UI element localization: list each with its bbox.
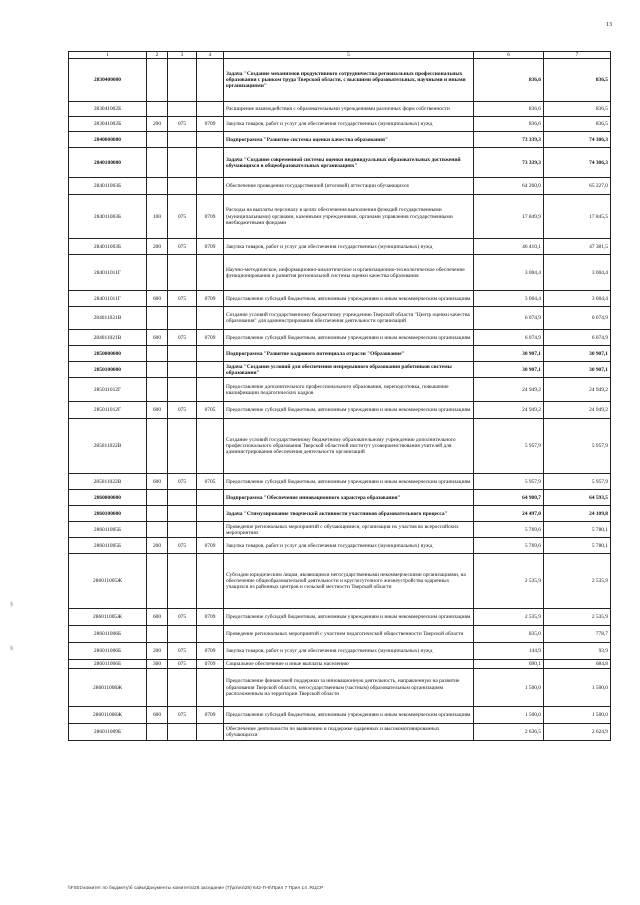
row-amount-col6: 2 636,5 [474, 724, 544, 741]
row-amount-col7: 17 845,5 [544, 195, 611, 239]
row-amount-col7: 1 500,0 [544, 707, 611, 724]
row-section: 0709 [197, 609, 224, 626]
row-amount-col7: 5 780,1 [544, 538, 611, 554]
row-code: 286011009Б [69, 724, 147, 741]
footer-file-path: \\FS01\комитет по бюджету\б сайы\Документы комитета\28 заседание (7)\рз\ез\28) 642-П-6\Прил 7 Прил 14 .RЦСР [68, 886, 324, 891]
row-amount-col6: 2 535,9 [474, 554, 544, 609]
header-cell: 6 [474, 52, 544, 59]
row-description: Задача "Создание условий для обеспечения непрерывного образования работников системы образования" [224, 362, 474, 378]
table-row [69, 522, 611, 538]
row-code: 286011005Б [69, 538, 147, 554]
row-vid: 600 [147, 609, 168, 626]
row-amount-col6: 64 260,0 [474, 178, 544, 195]
row-amount-col6: 3 004,4 [474, 291, 544, 307]
table-row [69, 255, 611, 291]
row-description: Субсидии юридическим лицам, являющимся негосударственными некоммерческими организациями, на обеспечение общеобразовательной деятельности и круглосуточного жизнеустройства одаренных учащихся из районных центров и сельской местности Тверской области [224, 554, 474, 609]
row-amount-col7: 24 949,2 [544, 402, 611, 419]
row-section: 0709 [197, 239, 224, 255]
row-section: 0709 [197, 117, 224, 132]
row-code: 2850000000 [69, 346, 147, 362]
row-amount-col6: 144,9 [474, 643, 544, 660]
row-ved [168, 362, 197, 378]
row-section: 0705 [197, 402, 224, 419]
row-vid [147, 506, 168, 522]
row-section [197, 378, 224, 402]
row-code: 284011003Б [69, 195, 147, 239]
table-row [69, 419, 611, 474]
row-code: 284011003Б [69, 178, 147, 195]
row-section: 0709 [197, 660, 224, 669]
row-section [197, 362, 224, 378]
row-description: Предоставление субсидий бюджетным, автономным учреждениям и иным некоммерческим организациям [224, 609, 474, 626]
row-vid: 300 [147, 660, 168, 669]
row-amount-col6: 30 907,1 [474, 346, 544, 362]
header-cell: 1 [69, 52, 147, 59]
row-amount-col7: 5 957,9 [544, 419, 611, 474]
row-amount-col6: 17 849,9 [474, 195, 544, 239]
row-amount-col7: 836,5 [544, 102, 611, 117]
row-section [197, 626, 224, 643]
row-ved [168, 490, 197, 506]
row-description: Предоставление субсидий бюджетным, автономным учреждениям и иным некоммерческим организациям [224, 291, 474, 307]
row-code: 283041002Б [69, 117, 147, 132]
row-section [197, 346, 224, 362]
row-ved: 075 [168, 538, 197, 554]
table-row [69, 346, 611, 362]
table-row [69, 538, 611, 554]
row-ved: 075 [168, 195, 197, 239]
row-amount-col6: 73 339,3 [474, 132, 544, 148]
row-vid: 200 [147, 643, 168, 660]
row-ved: 075 [168, 707, 197, 724]
row-description: Предоставление субсидий бюджетным, автономным учреждениям и иным некоммерческим организациям [224, 330, 474, 346]
row-section: 0709 [197, 330, 224, 346]
row-ved: 075 [168, 660, 197, 669]
row-code: 285011012Г [69, 402, 147, 419]
row-ved [168, 554, 197, 609]
row-amount-col7: 2 535,9 [544, 609, 611, 626]
row-vid [147, 102, 168, 117]
row-vid: 600 [147, 402, 168, 419]
row-code: 2860000000 [69, 490, 147, 506]
row-amount-col7: 93,9 [544, 643, 611, 660]
table-row [69, 609, 611, 626]
row-description: Научно-методическое, информационно-аналитическое и организационно-технологическое обеспечение функционирования и развития региональной системы оценки качества образования [224, 255, 474, 291]
row-description: Проведение региональных мероприятий с обучающимися, организация их участия во всероссийских мероприятиях [224, 522, 474, 538]
row-code: 286011005Ж [69, 554, 147, 609]
table-row [69, 724, 611, 741]
row-section: 0709 [197, 538, 224, 554]
header-cell: 5 [224, 52, 474, 59]
row-amount-col7: 3 004,4 [544, 291, 611, 307]
table-row [69, 643, 611, 660]
row-description: Обеспечение деятельности по выявлению и поддержке одаренных и высокомотивированных обучающихся [224, 724, 474, 741]
row-section: 0709 [197, 195, 224, 239]
row-code: 2840000000 [69, 132, 147, 148]
row-section [197, 490, 224, 506]
row-description: Подпрограмма "Развитие кадрового потенциала отрасли "Образование" [224, 346, 474, 362]
row-code: 286011005Ж [69, 609, 147, 626]
row-section [197, 669, 224, 707]
row-code: 2840100000 [69, 148, 147, 178]
row-description: Задача "Создание механизмов продуктивного сотрудничества региональных профессиональных образования с рынком труда Тверской области, с высшими образовательных, научными и иными организациями" [224, 59, 474, 102]
table-row [69, 660, 611, 669]
row-section [197, 724, 224, 741]
row-amount-col7: 2 535,9 [544, 554, 611, 609]
table-row [69, 178, 611, 195]
row-description: Закупка товаров, работ и услуг для обеспечения государственных (муниципальных) нужд [224, 643, 474, 660]
table-row [69, 117, 611, 132]
row-code: 285011022В [69, 419, 147, 474]
row-vid: 100 [147, 195, 168, 239]
row-amount-col6: 5 769,6 [474, 522, 544, 538]
row-amount-col7: 5 957,9 [544, 474, 611, 490]
row-description: Расходы на выплаты персоналу в целях обеспечения выполнения функций государственными (муниципальными) органами, казенными учреждениями, органами управления государственными внебюджетными фондами [224, 195, 474, 239]
row-code: 284011003Б [69, 239, 147, 255]
row-ved [168, 148, 197, 178]
row-amount-col7: 6 074,9 [544, 307, 611, 330]
row-section [197, 522, 224, 538]
table-row [69, 148, 611, 178]
row-code: 284011011Г [69, 291, 147, 307]
row-ved: 075 [168, 609, 197, 626]
row-description: Создание условий государственному бюджетному образовательному учреждению дополнительного профессионального образования Тверской областной институт усовершенствования учителей для администрирования обеспечения деятельности организаций [224, 419, 474, 474]
row-code: 285011022В [69, 474, 147, 490]
row-amount-col7: 64 593,5 [544, 490, 611, 506]
row-amount-col6: 73 339,3 [474, 148, 544, 178]
row-ved [168, 346, 197, 362]
row-vid [147, 669, 168, 707]
row-ved: 075 [168, 330, 197, 346]
row-vid [147, 378, 168, 402]
row-vid [147, 59, 168, 102]
row-code: 284011021В [69, 307, 147, 330]
row-section [197, 307, 224, 330]
row-vid [147, 255, 168, 291]
row-ved [168, 669, 197, 707]
row-amount-col7: 24 949,2 [544, 378, 611, 402]
row-ved [168, 132, 197, 148]
row-description: Предоставление финансовой поддержки за инновационную деятельность, направленную на развитие образования Тверской области, негосударственным (частным) образовательным организациям расположенным на территории Тверской области [224, 669, 474, 707]
row-code: 285011012Г [69, 378, 147, 402]
row-description: Задача "Создание современной системы оценки индивидуальных образовательных достижений обучающихся в общеобразовательных организациях" [224, 148, 474, 178]
row-code: 2850100000 [69, 362, 147, 378]
row-code: 2830400000 [69, 59, 147, 102]
row-section [197, 255, 224, 291]
row-description: Создание условий государственному бюджетному учреждению Тверской области "Центр оценки качества образования" для администрирования обеспечения деятельности организаций [224, 307, 474, 330]
row-amount-col6: 835,0 [474, 626, 544, 643]
table-row [69, 132, 611, 148]
margin-mark: § [10, 602, 13, 608]
row-code: 286011005Б [69, 522, 147, 538]
row-ved [168, 378, 197, 402]
row-code: 284011011Г [69, 255, 147, 291]
row-ved [168, 724, 197, 741]
row-amount-col6: 836,6 [474, 102, 544, 117]
row-description: Проведение региональных мероприятий с участием педагогической общественности Тверской области [224, 626, 474, 643]
row-description: Предоставление субсидий бюджетным, автономным учреждениям и иным некоммерческим организациям [224, 474, 474, 490]
table-row [69, 239, 611, 255]
row-ved [168, 178, 197, 195]
header-row [69, 52, 611, 59]
row-vid: 600 [147, 474, 168, 490]
header-cell: 7 [544, 52, 611, 59]
row-section [197, 59, 224, 102]
table-row [69, 307, 611, 330]
row-amount-col7: 836,5 [544, 59, 611, 102]
row-vid [147, 362, 168, 378]
row-code: 284011021В [69, 330, 147, 346]
row-section: 0709 [197, 291, 224, 307]
row-vid: 200 [147, 239, 168, 255]
table-row [69, 506, 611, 522]
row-amount-col6: 5 957,9 [474, 474, 544, 490]
row-vid [147, 626, 168, 643]
row-ved [168, 506, 197, 522]
row-section: 0705 [197, 474, 224, 490]
row-amount-col6: 24 949,2 [474, 402, 544, 419]
row-ved [168, 419, 197, 474]
row-ved [168, 626, 197, 643]
row-ved [168, 522, 197, 538]
row-amount-col6: 24 497,0 [474, 506, 544, 522]
row-description: Закупка товаров, работ и услуг для обеспечения государственных (муниципальных) нужд [224, 117, 474, 132]
header-cell: 3 [168, 52, 197, 59]
budget-table [68, 51, 611, 741]
row-ved: 075 [168, 643, 197, 660]
header-cell: 4 [197, 52, 224, 59]
row-code: 2860100000 [69, 506, 147, 522]
table-row [69, 59, 611, 102]
row-vid [147, 522, 168, 538]
row-amount-col7: 5 780,1 [544, 522, 611, 538]
row-code: 286011006Б [69, 660, 147, 669]
row-section [197, 132, 224, 148]
row-ved: 075 [168, 474, 197, 490]
row-amount-col7: 6 074,9 [544, 330, 611, 346]
row-vid [147, 554, 168, 609]
row-amount-col7: 1 500,0 [544, 669, 611, 707]
row-description: Задача "Стимулирование творческой активности участников образовательного процесса" [224, 506, 474, 522]
row-description: Расширение взаимодействия с образовательными учреждениями различных форм собственности [224, 102, 474, 117]
row-amount-col7: 30 907,1 [544, 362, 611, 378]
row-amount-col6: 46 410,1 [474, 239, 544, 255]
row-section [197, 506, 224, 522]
row-amount-col7: 47 381,5 [544, 239, 611, 255]
row-vid: 600 [147, 707, 168, 724]
row-amount-col7: 30 907,1 [544, 346, 611, 362]
row-ved [168, 102, 197, 117]
table-row [69, 474, 611, 490]
row-amount-col7: 2 624,9 [544, 724, 611, 741]
row-description: Предоставление субсидий бюджетным, автономным учреждениям и иным некоммерческим организациям [224, 707, 474, 724]
row-vid: 600 [147, 330, 168, 346]
row-code: 283041002Б [69, 102, 147, 117]
row-ved [168, 307, 197, 330]
row-vid [147, 490, 168, 506]
row-amount-col6: 2 535,9 [474, 609, 544, 626]
row-vid [147, 178, 168, 195]
row-amount-col7: 24 109,8 [544, 506, 611, 522]
row-amount-col6: 64 980,7 [474, 490, 544, 506]
row-amount-col6: 690,1 [474, 660, 544, 669]
row-vid: 200 [147, 538, 168, 554]
row-ved: 075 [168, 239, 197, 255]
row-vid [147, 419, 168, 474]
margin-mark: § [10, 646, 13, 652]
row-amount-col6: 836,6 [474, 59, 544, 102]
row-amount-col7: 3 004,4 [544, 255, 611, 291]
row-ved: 075 [168, 402, 197, 419]
row-section: 0709 [197, 643, 224, 660]
row-vid: 200 [147, 117, 168, 132]
row-description: Предоставление дополнительного профессионального образования, переподготовка, повышение квалификации педагогических кадров [224, 378, 474, 402]
row-section [197, 419, 224, 474]
row-code: 286011008Ж [69, 707, 147, 724]
row-amount-col7: 74 306,3 [544, 148, 611, 178]
row-description: Закупка товаров, работ и услуг для обеспечения государственных (муниципальных) нужд [224, 538, 474, 554]
row-amount-col6: 6 074,9 [474, 307, 544, 330]
row-amount-col7: 778,7 [544, 626, 611, 643]
table-row [69, 490, 611, 506]
row-ved: 075 [168, 117, 197, 132]
row-amount-col7: 684,8 [544, 660, 611, 669]
page-number: 13 [606, 22, 612, 28]
table-row [69, 291, 611, 307]
row-vid: 600 [147, 291, 168, 307]
row-section [197, 148, 224, 178]
row-section [197, 102, 224, 117]
row-vid [147, 132, 168, 148]
row-section [197, 178, 224, 195]
row-amount-col7: 65 227,0 [544, 178, 611, 195]
row-amount-col6: 1 500,0 [474, 669, 544, 707]
row-ved [168, 59, 197, 102]
row-ved [168, 255, 197, 291]
table-row [69, 102, 611, 117]
row-amount-col6: 5 769,6 [474, 538, 544, 554]
row-description: Обеспечение проведения государственной (итоговой) аттестации обучающихся [224, 178, 474, 195]
row-ved: 075 [168, 291, 197, 307]
row-amount-col6: 6 074,9 [474, 330, 544, 346]
table-row [69, 362, 611, 378]
row-description: Подпрограмма "Обеспечение инновационного характера образования" [224, 490, 474, 506]
row-code: 286011006Б [69, 626, 147, 643]
row-section: 0709 [197, 707, 224, 724]
row-description: Предоставление субсидий бюджетным, автономным учреждениям и иным некоммерческим организациям [224, 402, 474, 419]
table-row [69, 402, 611, 419]
table-row [69, 195, 611, 239]
header-cell: 2 [147, 52, 168, 59]
row-amount-col6: 5 957,9 [474, 419, 544, 474]
table-row [69, 554, 611, 609]
table-row [69, 669, 611, 707]
row-description: Социальное обеспечение и иные выплаты населению [224, 660, 474, 669]
table-body [69, 59, 611, 741]
table-row [69, 378, 611, 402]
row-amount-col6: 30 907,1 [474, 362, 544, 378]
row-code: 286011006Б [69, 643, 147, 660]
table-row [69, 626, 611, 643]
row-amount-col7: 74 306,3 [544, 132, 611, 148]
row-amount-col6: 3 004,4 [474, 255, 544, 291]
row-vid [147, 724, 168, 741]
table-row [69, 707, 611, 724]
row-vid [147, 307, 168, 330]
row-vid [147, 148, 168, 178]
table-row [69, 330, 611, 346]
row-vid [147, 346, 168, 362]
row-amount-col6: 24 949,2 [474, 378, 544, 402]
row-description: Закупка товаров, работ и услуг для обеспечения государственных (муниципальных) нужд [224, 239, 474, 255]
row-amount-col6: 836,6 [474, 117, 544, 132]
row-amount-col7: 836,5 [544, 117, 611, 132]
row-code: 286011008Ж [69, 669, 147, 707]
row-amount-col6: 1 500,0 [474, 707, 544, 724]
row-section [197, 554, 224, 609]
row-description: Подпрограмма "Развитие системы оценки качества образования" [224, 132, 474, 148]
